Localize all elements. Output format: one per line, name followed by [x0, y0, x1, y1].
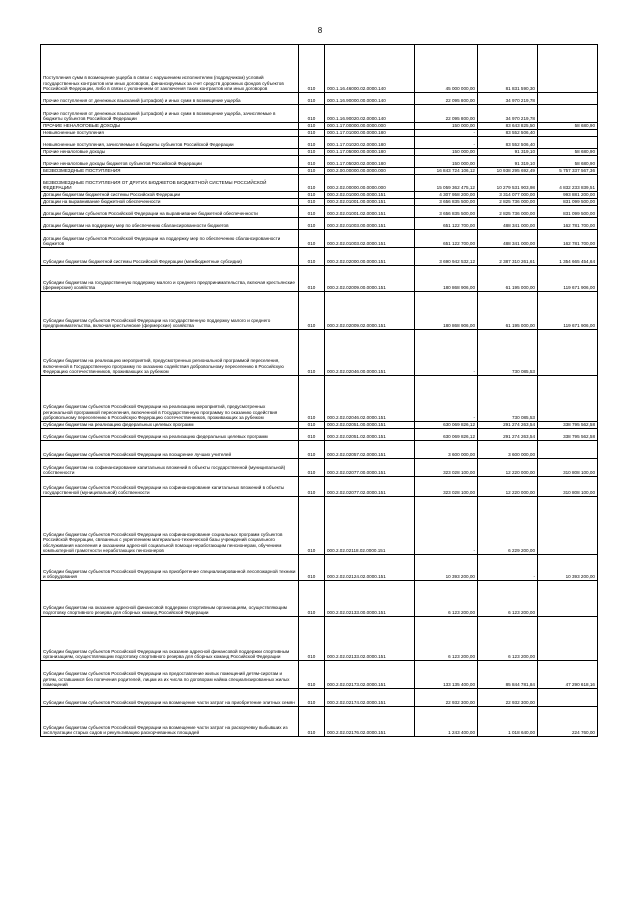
table-row	[41, 123, 598, 130]
row-name-cell: БЕЗВОЗМЕЗДНЫЕ ПОСТУПЛЕНИЯ	[41, 168, 299, 175]
row-kbk-cell: 000.1.17.05020.02.0000.180	[325, 156, 415, 168]
row-kbk-cell: 000.2.02.02124.02.0000.151	[325, 555, 415, 581]
row-unexecuted-cell: 58 680,90	[538, 156, 598, 168]
row-name-cell: Субсидии бюджетам субъектов Российской Федерации на возмещение части затрат на раскорчевку выбывших из эксплуатации старых садов и рекультивацию раскорчеванных площадей	[41, 707, 299, 737]
row-executed-cell: 6 229 200,00	[478, 497, 538, 555]
row-code-cell: 010	[299, 45, 325, 93]
row-code-cell: 010	[299, 218, 325, 230]
row-name-cell: Субсидии бюджетам на реализацию мероприятий, предусмотренных региональной программой переселения, включенной в Государственную программу по оказанию содействия добровольному переселению в Российскую Федерацию соотечественников, проживающих за рубежом	[41, 330, 299, 376]
row-code-cell: 010	[299, 376, 325, 422]
row-unexecuted-cell: 310 808 100,00	[538, 459, 598, 477]
row-name-cell: Субсидии бюджетам на реализацию федеральных целевых программ	[41, 422, 299, 429]
row-name-cell: Субсидии бюджетам на государственную поддержку малого и среднего предпринимательства, включая крестьянские (фермерские) хозяйства	[41, 266, 299, 292]
row-unexecuted-cell: 58 680,90	[538, 123, 598, 130]
row-unexecuted-cell: 338 795 562,58	[538, 422, 598, 429]
row-kbk-cell: 000.2.02.02057.02.0000.151	[325, 441, 415, 459]
row-approved-cell: 22 095 800,00	[415, 105, 478, 123]
row-unexecuted-cell	[538, 130, 598, 137]
row-approved-cell: 6 123 200,00	[415, 617, 478, 661]
row-kbk-cell: 000.1.16.46000.02.0000.140	[325, 45, 415, 93]
row-kbk-cell: 000.2.02.02173.02.0000.151	[325, 661, 415, 689]
row-kbk-cell: 000.1.16.90020.02.0000.140	[325, 105, 415, 123]
row-approved-cell: -	[415, 130, 478, 137]
row-kbk-cell: 000.2.02.02046.00.0000.151	[325, 330, 415, 376]
row-unexecuted-cell: 831 099 500,00	[538, 199, 598, 206]
row-code-cell: 010	[299, 130, 325, 137]
row-approved-cell: 630 069 826,12	[415, 422, 478, 429]
row-unexecuted-cell: 47 290 618,16	[538, 661, 598, 689]
row-executed-cell: 730 085,53	[478, 330, 538, 376]
table-row	[41, 175, 598, 192]
row-kbk-cell: 000.2.02.02051.00.0000.151	[325, 422, 415, 429]
row-code-cell: 010	[299, 555, 325, 581]
row-code-cell: 010	[299, 230, 325, 248]
table-row	[41, 266, 598, 292]
row-unexecuted-cell	[538, 617, 598, 661]
row-approved-cell: 150 000,00	[415, 123, 478, 130]
row-kbk-cell: 000.2.02.02133.02.0000.151	[325, 617, 415, 661]
table-row	[41, 689, 598, 707]
row-name-cell: Невыясненные поступления	[41, 130, 299, 137]
row-code-cell: 010	[299, 477, 325, 497]
row-approved-cell: 630 069 826,12	[415, 429, 478, 441]
row-code-cell: 010	[299, 497, 325, 555]
row-unexecuted-cell: 162 781 700,00	[538, 218, 598, 230]
row-name-cell: Субсидии бюджетам субъектов Российской Федерации на государственную поддержку малого и среднего предпринимательства, включая крестьянские (фермерские) хозяйства	[41, 292, 299, 330]
row-unexecuted-cell: 831 099 500,00	[538, 206, 598, 218]
table-row	[41, 617, 598, 661]
row-executed-cell: 10 938 295 692,49	[478, 168, 538, 175]
row-executed-cell: 3 600 000,00	[478, 441, 538, 459]
row-kbk-cell: 000.1.17.01000.00.0000.180	[325, 130, 415, 137]
row-unexecuted-cell: 310 808 100,00	[538, 477, 598, 497]
table-row	[41, 192, 598, 199]
row-code-cell: 010	[299, 192, 325, 199]
table-row	[41, 105, 598, 123]
row-approved-cell: 323 028 100,00	[415, 477, 478, 497]
row-approved-cell: 22 095 800,00	[415, 93, 478, 105]
row-name-cell: ПРОЧИЕ НЕНАЛОГОВЫЕ ДОХОДЫ	[41, 123, 299, 130]
row-code-cell: 010	[299, 248, 325, 266]
row-approved-cell: 133 135 400,00	[415, 661, 478, 689]
table-row	[41, 707, 598, 737]
row-unexecuted-cell: 4 832 233 839,51	[538, 175, 598, 192]
row-kbk-cell: 000.2.02.02009.02.0000.151	[325, 292, 415, 330]
row-approved-cell: 651 122 700,00	[415, 218, 478, 230]
row-code-cell: 010	[299, 137, 325, 149]
row-unexecuted-cell	[538, 137, 598, 149]
table-row	[41, 206, 598, 218]
row-code-cell: 010	[299, 123, 325, 130]
row-unexecuted-cell	[538, 93, 598, 105]
row-executed-cell: 85 844 781,84	[478, 661, 538, 689]
row-kbk-cell: 000.2.02.02176.02.0000.151	[325, 707, 415, 737]
row-unexecuted-cell	[538, 497, 598, 555]
table-row	[41, 441, 598, 459]
row-kbk-cell: 000.1.17.00000.00.0000.000	[325, 123, 415, 130]
row-code-cell: 010	[299, 292, 325, 330]
row-approved-cell: 180 868 906,00	[415, 266, 478, 292]
row-executed-cell: 22 932 300,00	[478, 689, 538, 707]
row-unexecuted-cell: 58 680,90	[538, 149, 598, 156]
row-kbk-cell: 000.2.02.01003.00.0000.151	[325, 218, 415, 230]
table-row	[41, 661, 598, 689]
row-executed-cell: 3 314 077 000,00	[478, 192, 538, 199]
row-code-cell: 010	[299, 459, 325, 477]
table-row	[41, 376, 598, 422]
row-approved-cell: 3 600 000,00	[415, 441, 478, 459]
table-row	[41, 248, 598, 266]
row-name-cell: Субсидии бюджетам субъектов Российской Федерации на реализацию федеральных целевых программ	[41, 429, 299, 441]
row-kbk-cell: 000.2.02.02000.00.0000.151	[325, 248, 415, 266]
row-code-cell: 010	[299, 175, 325, 192]
row-name-cell: Субсидии бюджетам бюджетной системы Российской Федерации (межбюджетные субсидии)	[41, 248, 299, 266]
table-row	[41, 156, 598, 168]
row-executed-cell: 83 643 825,50	[478, 123, 538, 130]
row-code-cell: 010	[299, 429, 325, 441]
row-name-cell: Прочие поступления от денежных взысканий (штрафов) и иных сумм в возмещение ущерба, зачисляемые в бюджеты субъектов Российской Федерации	[41, 105, 299, 123]
row-approved-cell: 4 307 958 200,00	[415, 192, 478, 199]
row-code-cell: 010	[299, 93, 325, 105]
row-approved-cell: 651 122 700,00	[415, 230, 478, 248]
row-executed-cell: 291 274 263,54	[478, 422, 538, 429]
row-approved-cell: 3 690 942 532,12	[415, 248, 478, 266]
row-executed-cell: 81 831 590,30	[478, 45, 538, 93]
row-executed-cell: 34 970 219,78	[478, 93, 538, 105]
table-row	[41, 149, 598, 156]
table-row	[41, 130, 598, 137]
row-kbk-cell: 000.2.02.02118.02.0000.151	[325, 497, 415, 555]
row-approved-cell: 180 868 906,00	[415, 292, 478, 330]
row-kbk-cell: 000.2.02.02077.02.0000.151	[325, 477, 415, 497]
row-unexecuted-cell	[538, 330, 598, 376]
row-code-cell: 010	[299, 617, 325, 661]
row-name-cell: Субсидии бюджетам на оказание адресной финансовой поддержки спортивным организациям, осуществляющим подготовку спортивного резерва для сборных команд Российской Федерации	[41, 581, 299, 617]
table-row	[41, 199, 598, 206]
table-row	[41, 218, 598, 230]
row-kbk-cell: 000.2.02.02046.02.0000.151	[325, 376, 415, 422]
table-row	[41, 93, 598, 105]
row-name-cell: Прочие поступления от денежных взысканий (штрафов) и иных сумм в возмещение ущерба	[41, 93, 299, 105]
row-code-cell: 010	[299, 661, 325, 689]
row-kbk-cell: 000.2.02.01000.00.0000.151	[325, 192, 415, 199]
table-row	[41, 137, 598, 149]
table-row	[41, 429, 598, 441]
row-name-cell: Субсидии бюджетам субъектов Российской Федерации на поощрение лучших учителей	[41, 441, 299, 459]
table-row	[41, 497, 598, 555]
table-row	[41, 330, 598, 376]
row-kbk-cell: 000.1.17.01020.02.0000.180	[325, 137, 415, 149]
row-executed-cell: 10 279 531 903,98	[478, 175, 538, 192]
row-code-cell: 010	[299, 266, 325, 292]
row-name-cell: Субсидии бюджетам субъектов Российской Федерации на софинансирование капитальных вложений в объекты государственной (муниципальной) собственности	[41, 477, 299, 497]
row-kbk-cell: 000.2.02.01001.00.0000.151	[325, 199, 415, 206]
row-approved-cell: -	[415, 330, 478, 376]
row-unexecuted-cell	[538, 45, 598, 93]
row-executed-cell: 91 319,10	[478, 149, 538, 156]
row-executed-cell: 61 195 000,00	[478, 266, 538, 292]
row-code-cell: 010	[299, 581, 325, 617]
row-approved-cell: 3 656 835 500,00	[415, 199, 478, 206]
row-executed-cell: 1 018 640,00	[478, 707, 538, 737]
row-code-cell: 010	[299, 422, 325, 429]
table-row	[41, 292, 598, 330]
row-code-cell: 010	[299, 707, 325, 737]
row-name-cell: Поступления сумм в возмещение ущерба в связи с нарушением исполнителем (подрядчиком) условий государственных контрактов или иных договоров, финансируемых за счет средств дорожных фондов субъектов Российской Федерации, либо в связи с уклонением от заключения таких контрактов или иных договоров	[41, 45, 299, 93]
row-unexecuted-cell: 224 760,00	[538, 707, 598, 737]
row-approved-cell: 3 656 835 500,00	[415, 206, 478, 218]
row-code-cell: 010	[299, 149, 325, 156]
row-executed-cell: -	[478, 555, 538, 581]
row-name-cell: Прочие неналоговые доходы	[41, 149, 299, 156]
row-approved-cell: 6 123 200,00	[415, 581, 478, 617]
row-unexecuted-cell: 1 354 665 454,64	[538, 248, 598, 266]
row-code-cell: 010	[299, 168, 325, 175]
table-row	[41, 168, 598, 175]
budget-execution-table	[40, 44, 598, 737]
row-approved-cell: 150 000,00	[415, 149, 478, 156]
row-code-cell: 010	[299, 105, 325, 123]
row-unexecuted-cell: 993 881 200,00	[538, 192, 598, 199]
row-code-cell: 010	[299, 206, 325, 218]
row-unexecuted-cell: 119 671 906,00	[538, 292, 598, 330]
row-executed-cell: 291 274 263,54	[478, 429, 538, 441]
row-unexecuted-cell: 10 393 200,00	[538, 555, 598, 581]
row-approved-cell: 45 000 000,00	[415, 45, 478, 93]
row-kbk-cell: 000.2.02.00000.00.0000.000	[325, 175, 415, 192]
row-executed-cell: 34 970 219,78	[478, 105, 538, 123]
row-code-cell: 010	[299, 330, 325, 376]
row-name-cell: Прочие неналоговые доходы бюджетов субъектов Российской Федерации	[41, 156, 299, 168]
row-approved-cell: 15 059 362 475,12	[415, 175, 478, 192]
row-name-cell: Субсидии бюджетам субъектов Российской Федерации на возмещение части затрат на приобретение элитных семян	[41, 689, 299, 707]
row-kbk-cell: 000.2.02.01001.02.0000.151	[325, 206, 415, 218]
row-approved-cell: 16 843 724 106,12	[415, 168, 478, 175]
row-executed-cell: 6 123 200,00	[478, 581, 538, 617]
row-name-cell: Субсидии бюджетам субъектов Российской Федерации на предоставление жилых помещений детям-сиротам и детям, оставшимся без попечения родителей, лицам из их числа по договорам найма специализированных жилых помещений	[41, 661, 299, 689]
row-unexecuted-cell: 119 671 906,00	[538, 266, 598, 292]
table-row	[41, 459, 598, 477]
row-approved-cell: -	[415, 376, 478, 422]
row-kbk-cell: 000.2.02.01003.02.0000.151	[325, 230, 415, 248]
row-executed-cell: 2 825 736 000,00	[478, 206, 538, 218]
row-unexecuted-cell	[538, 441, 598, 459]
table-row	[41, 230, 598, 248]
row-executed-cell: 2 387 310 261,61	[478, 248, 538, 266]
row-approved-cell: 10 393 200,00	[415, 555, 478, 581]
row-unexecuted-cell	[538, 105, 598, 123]
row-kbk-cell: 000.2.02.02077.00.0000.151	[325, 459, 415, 477]
row-name-cell: Субсидии бюджетам субъектов Российской Федерации на реализацию мероприятий, предусмотренных региональной программой переселения, включенной в Государственную программу по оказанию содействия добровольному переселению в Российскую Федерацию соотечественников, проживающих за рубежом	[41, 376, 299, 422]
row-executed-cell: 488 341 000,00	[478, 230, 538, 248]
page-number: 8	[317, 26, 323, 35]
row-name-cell: Субсидии бюджетам субъектов Российской Федерации на приобретение специализированной лесопожарной техники и оборудования	[41, 555, 299, 581]
row-executed-cell: 12 220 000,00	[478, 459, 538, 477]
row-unexecuted-cell	[538, 581, 598, 617]
row-kbk-cell: 000.1.16.90000.00.0000.140	[325, 93, 415, 105]
row-kbk-cell: 000.2.00.00000.00.0000.000	[325, 168, 415, 175]
row-approved-cell: 1 243 400,00	[415, 707, 478, 737]
row-unexecuted-cell: 338 795 562,58	[538, 429, 598, 441]
row-name-cell: Субсидии бюджетам на софинансирование капитальных вложений в объекты государственной (муниципальной) собственности	[41, 459, 299, 477]
row-unexecuted-cell	[538, 689, 598, 707]
row-executed-cell: 730 085,53	[478, 376, 538, 422]
row-unexecuted-cell	[538, 376, 598, 422]
table-row	[41, 555, 598, 581]
table-row	[41, 45, 598, 93]
row-name-cell: Дотации бюджетам бюджетной системы Российской Федерации	[41, 192, 299, 199]
row-name-cell: Дотации бюджетам субъектов Российской Федерации на выравнивание бюджетной обеспеченности	[41, 206, 299, 218]
row-name-cell: Субсидии бюджетам субъектов Российской Федерации на софинансирование социальных программ субъектов Российской Федерации, связанных с укреплением материально-технической базы учреждений социального обслуживания населения и оказанием адресной социальной помощи неработающим пенсионерам, обучением компьютерной грамотности неработающих пенсионеров	[41, 497, 299, 555]
row-executed-cell: 6 123 200,00	[478, 617, 538, 661]
row-kbk-cell: 000.2.02.02009.00.0000.151	[325, 266, 415, 292]
table-row	[41, 477, 598, 497]
row-approved-cell: 22 932 300,00	[415, 689, 478, 707]
row-approved-cell: -	[415, 497, 478, 555]
row-kbk-cell: 000.2.02.02051.02.0000.151	[325, 429, 415, 441]
row-unexecuted-cell: 5 757 337 567,36	[538, 168, 598, 175]
row-code-cell: 010	[299, 441, 325, 459]
row-executed-cell: 91 319,10	[478, 156, 538, 168]
row-kbk-cell: 000.2.02.02133.00.0000.151	[325, 581, 415, 617]
row-executed-cell: 12 220 000,00	[478, 477, 538, 497]
row-approved-cell: -	[415, 137, 478, 149]
row-name-cell: Невыясненные поступления, зачисляемые в бюджеты субъектов Российской Федерации	[41, 137, 299, 149]
row-executed-cell: 83 552 506,40	[478, 137, 538, 149]
table-row	[41, 581, 598, 617]
row-approved-cell: 323 028 100,00	[415, 459, 478, 477]
table-row	[41, 422, 598, 429]
row-name-cell: Дотации бюджетам на поддержку мер по обеспечению сбалансированности бюджетов	[41, 218, 299, 230]
row-approved-cell: 150 000,00	[415, 156, 478, 168]
row-executed-cell: 488 341 000,00	[478, 218, 538, 230]
row-name-cell: Дотации бюджетам субъектов Российской Федерации на поддержку мер по обеспечению сбалансированности бюджетов	[41, 230, 299, 248]
row-name-cell: Дотации на выравнивание бюджетной обеспеченности	[41, 199, 299, 206]
row-kbk-cell: 000.2.02.02174.02.0000.151	[325, 689, 415, 707]
row-executed-cell: 2 825 736 000,00	[478, 199, 538, 206]
row-code-cell: 010	[299, 199, 325, 206]
row-unexecuted-cell: 162 781 700,00	[538, 230, 598, 248]
row-executed-cell: 83 552 506,40	[478, 130, 538, 137]
row-code-cell: 010	[299, 156, 325, 168]
row-kbk-cell: 000.1.17.05000.00.0000.180	[325, 149, 415, 156]
row-name-cell: БЕЗВОЗМЕЗДНЫЕ ПОСТУПЛЕНИЯ ОТ ДРУГИХ БЮДЖЕТОВ БЮДЖЕТНОЙ СИСТЕМЫ РОССИЙСКОЙ ФЕДЕРАЦИИ	[41, 175, 299, 192]
row-code-cell: 010	[299, 689, 325, 707]
row-executed-cell: 61 195 000,00	[478, 292, 538, 330]
row-name-cell: Субсидии бюджетам субъектов Российской Федерации на оказание адресной финансовой поддержки спортивным организациям, осуществляющим подготовку спортивного резерва для сборных команд Российской Федерации	[41, 617, 299, 661]
